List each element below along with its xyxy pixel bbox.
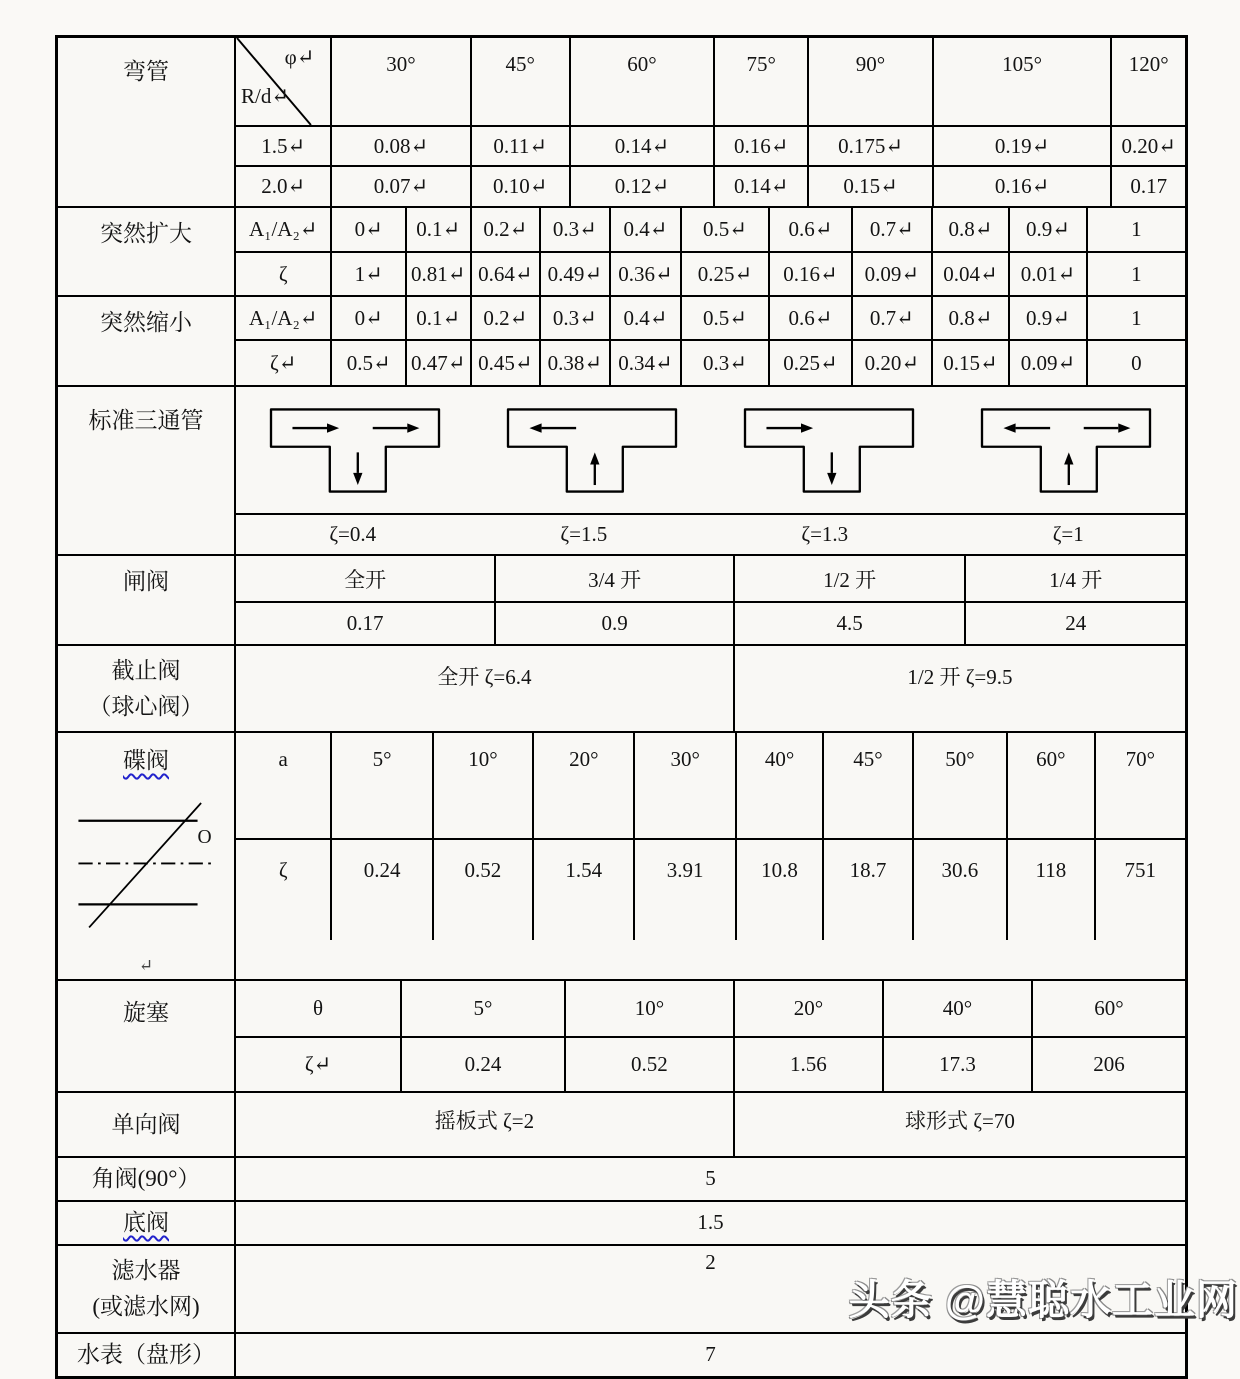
expansion-zeta-cell: 0.64↵ — [472, 253, 542, 295]
bend-value-cell: 0.12↵ — [571, 167, 715, 206]
local-resistance-table — [55, 35, 1188, 1379]
expansion-zeta-cell: 1 — [1131, 261, 1142, 286]
expansion-zeta-cell: 0.01↵ — [1010, 253, 1088, 295]
expansion-zeta-cell: 0.09↵ — [853, 253, 933, 295]
expansion-ratio-row — [236, 208, 1185, 253]
filter-label — [58, 1246, 236, 1332]
expansion-zeta-row — [236, 253, 1185, 295]
bend-value-cell: 0.175↵ — [809, 127, 933, 165]
bend-value-cell: 0.07↵ — [332, 167, 471, 206]
contraction-ratio-cell: 1 — [1131, 305, 1142, 330]
angle-valve-label — [58, 1158, 236, 1200]
contraction-ratio-cell: 0.5↵ — [682, 297, 769, 339]
expansion-ratio-cell: 0.1↵ — [407, 208, 472, 251]
expansion-zeta-cell: 0.25↵ — [682, 253, 769, 295]
gate-value-cell: 24 — [1065, 611, 1087, 635]
meter-value: 7 — [705, 1342, 716, 1367]
contraction-ratio-cell: 0.9↵ — [1010, 297, 1088, 339]
tee-zeta-cell: ζ=1.3 — [801, 522, 849, 546]
plug-angle-row — [236, 981, 1185, 1038]
section-bend — [58, 38, 1185, 208]
section-expansion — [58, 208, 1185, 297]
bend-value-cell: 0.20↵ — [1121, 133, 1176, 158]
butterfly-zeta-cell: 0.24 — [332, 840, 433, 940]
bend-value-cell: 0.08↵ — [332, 127, 471, 165]
bend-angle-cell: 105° — [934, 38, 1113, 125]
gate-opening-cell: 1/2 开 — [735, 556, 967, 601]
butterfly-angle-cell: 45° — [824, 733, 913, 838]
gate-opening-cell: 1/4 开 — [1049, 567, 1103, 592]
gate-value-cell: 4.5 — [735, 603, 967, 644]
globe-value-row — [236, 646, 1185, 731]
expansion-ratio-head: A₁/A₂↵ — [236, 208, 332, 251]
bend-header-row — [236, 38, 1185, 127]
expansion-ratio-cell: 0.6↵ — [770, 208, 853, 251]
butterfly-label — [58, 733, 236, 979]
section-globe — [58, 646, 1185, 733]
check-label — [58, 1093, 236, 1156]
bend-value-cell: 0.15↵ — [809, 167, 933, 206]
butterfly-zeta-row — [236, 840, 1185, 940]
expansion-zeta-head: ζ — [236, 253, 332, 295]
butterfly-zeta-cell: 18.7 — [824, 840, 913, 940]
expansion-ratio-cell: 0.4↵ — [611, 208, 683, 251]
gate-value-cell: 0.17 — [236, 603, 496, 644]
gate-label-text: 闸阀 — [123, 569, 169, 594]
filter-label-line2: (或滤水网) — [92, 1293, 200, 1319]
expansion-ratio-cell: 0↵ — [332, 208, 407, 251]
section-butterfly — [58, 733, 1185, 981]
contraction-label-text: 突然缩小 — [100, 310, 192, 335]
butterfly-zeta-cell: 30.6 — [914, 840, 1008, 940]
butterfly-angle-cell: 40° — [737, 733, 824, 838]
globe-value-cell: 1/2 开 ζ=9.5 — [907, 665, 1013, 689]
bend-angle-cell: 120° — [1128, 52, 1169, 76]
plug-zeta-cell: 0.52 — [566, 1038, 735, 1091]
watermark: 头条 @慧聪水工业网 — [848, 1277, 1238, 1323]
check-label-text: 单向阀 — [111, 1111, 181, 1137]
expansion-ratio-cell: 0.3↵ — [541, 208, 611, 251]
contraction-ratio-cell: 0.1↵ — [407, 297, 472, 339]
bend-row-2 — [236, 167, 1185, 206]
plug-zeta-cell: 17.3 — [884, 1038, 1033, 1091]
plug-zeta-cell: 1.56 — [735, 1038, 884, 1091]
contraction-ratio-cell: 0.7↵ — [853, 297, 933, 339]
expansion-ratio-cell: 0.7↵ — [853, 208, 933, 251]
contraction-zeta-cell: 0.38↵ — [541, 341, 611, 385]
contraction-zeta-row — [236, 341, 1185, 385]
globe-label-line1: 截止阀 — [111, 657, 181, 683]
bend-value-cell: 0.14↵ — [571, 127, 715, 165]
contraction-zeta-head: ζ↵ — [236, 341, 332, 385]
contraction-zeta-cell: 0.45↵ — [472, 341, 542, 385]
bend-value-cell: 0.19↵ — [934, 127, 1113, 165]
bend-angle-cell: 90° — [809, 38, 933, 125]
expansion-zeta-cell: 1↵ — [332, 253, 407, 295]
plug-theta-head: θ — [236, 981, 402, 1036]
butterfly-zeta-cell: 10.8 — [737, 840, 824, 940]
butterfly-angle-cell: 60° — [1008, 733, 1095, 838]
filter-value: 2 — [705, 1249, 716, 1274]
butterfly-angle-cell: 30° — [635, 733, 736, 838]
expansion-zeta-cell: 0.04↵ — [933, 253, 1011, 295]
butterfly-angle-cell: 5° — [332, 733, 433, 838]
section-check — [58, 1093, 1185, 1158]
contraction-ratio-cell: 0.3↵ — [541, 297, 611, 339]
plug-zeta-row — [236, 1038, 1185, 1091]
section-meter — [58, 1334, 1185, 1376]
gate-label — [58, 556, 236, 644]
contraction-zeta-cell: 0.5↵ — [332, 341, 407, 385]
butterfly-angle-cell: 70° — [1125, 747, 1155, 771]
section-plug — [58, 981, 1185, 1093]
bend-value-cell: 0.14↵ — [715, 167, 809, 206]
butterfly-zeta-cell: 751 — [1124, 858, 1157, 882]
tee-diagram-row — [236, 387, 1185, 515]
expansion-label-text: 突然扩大 — [100, 221, 192, 246]
bend-angle-cell: 45° — [472, 38, 571, 125]
butterfly-zeta-cell: 118 — [1008, 840, 1095, 940]
expansion-zeta-cell: 0.49↵ — [541, 253, 611, 295]
bend-corner-cell — [236, 38, 332, 125]
tee-diagram-2 — [494, 398, 690, 503]
butterfly-angle-row — [236, 733, 1185, 840]
contraction-zeta-cell: 0.25↵ — [770, 341, 853, 385]
tee-zeta-cell: ζ=0.4 — [329, 522, 377, 546]
contraction-label — [58, 297, 236, 385]
bend-label — [58, 38, 236, 206]
diagonal-divider — [236, 38, 330, 125]
expansion-label — [58, 208, 236, 295]
expansion-ratio-cell: 0.5↵ — [682, 208, 769, 251]
butterfly-diagram — [66, 787, 226, 939]
meter-label-text: 水表（盘形） — [77, 1342, 215, 1368]
bend-value-cell: 0.17 — [1130, 174, 1168, 198]
plug-angle-cell: 20° — [735, 981, 884, 1036]
expansion-zeta-cell: 0.16↵ — [770, 253, 853, 295]
bend-angle-cell: 30° — [332, 38, 471, 125]
expansion-zeta-cell: 0.36↵ — [611, 253, 683, 295]
gate-opening-row — [236, 556, 1185, 603]
foot-valve-value: 1.5 — [697, 1210, 724, 1235]
check-value-cell: 摇板式 ζ=2 — [236, 1093, 735, 1156]
gate-value-row — [236, 603, 1185, 644]
gate-value-cell: 0.9 — [496, 603, 735, 644]
expansion-ratio-cell: 0.9↵ — [1010, 208, 1088, 251]
contraction-zeta-cell: 0.34↵ — [611, 341, 683, 385]
butterfly-angle-cell: 20° — [534, 733, 635, 838]
check-value-row — [236, 1093, 1185, 1156]
contraction-ratio-head: A₁/A₂↵ — [236, 297, 332, 339]
plug-label-text: 旋塞 — [123, 999, 169, 1025]
globe-label — [58, 646, 236, 731]
bend-corner-phi: φ↵ — [284, 45, 315, 69]
tee-label — [58, 387, 236, 554]
tee-label-text: 标准三通管 — [88, 408, 204, 433]
contraction-zeta-cell: 0.20↵ — [853, 341, 933, 385]
bend-value-cell: 0.11↵ — [472, 127, 571, 165]
bend-label-text: 弯管 — [123, 59, 169, 84]
contraction-zeta-cell: 0.09↵ — [1010, 341, 1088, 385]
butterfly-zeta-head: ζ — [236, 840, 332, 940]
bend-angle-cell: 75° — [715, 38, 809, 125]
bend-value-cell: 0.16↵ — [715, 127, 809, 165]
expansion-ratio-cell: 0.8↵ — [933, 208, 1011, 251]
butterfly-angle-head: a — [236, 733, 332, 838]
tee-zeta-cell: ζ=1 — [1052, 522, 1084, 546]
bend-value-cell: 0.10↵ — [472, 167, 571, 206]
plug-angle-cell: 40° — [884, 981, 1033, 1036]
contraction-zeta-cell: 0 — [1131, 350, 1142, 375]
bend-row-1 — [236, 127, 1185, 167]
plug-angle-cell: 5° — [402, 981, 566, 1036]
bend-rd-cell: 1.5↵ — [236, 127, 332, 165]
tee-zeta-row — [236, 515, 1185, 554]
butterfly-label-text: 碟阀 — [123, 748, 169, 773]
contraction-ratio-cell: 0.8↵ — [933, 297, 1011, 339]
butterfly-angle-cell: 50° — [914, 733, 1008, 838]
meter-label — [58, 1334, 236, 1376]
gate-opening-cell: 全开 — [236, 556, 496, 601]
contraction-ratio-cell: 0.2↵ — [472, 297, 542, 339]
check-value-cell: 球形式 ζ=70 — [905, 1108, 1015, 1133]
section-angle-valve — [58, 1158, 1185, 1202]
foot-valve-label — [58, 1202, 236, 1244]
section-gate — [58, 556, 1185, 646]
expansion-ratio-cell: 0.2↵ — [472, 208, 542, 251]
butterfly-zeta-cell: 3.91 — [635, 840, 736, 940]
section-tee — [58, 387, 1185, 556]
expansion-ratio-cell: 1 — [1131, 217, 1142, 241]
bend-corner-rd: R/d↵ — [241, 84, 289, 108]
contraction-ratio-cell: 0.6↵ — [770, 297, 853, 339]
contraction-zeta-cell: 0.47↵ — [407, 341, 472, 385]
plug-zeta-cell: 0.24 — [402, 1038, 566, 1091]
butterfly-zeta-cell: 0.52 — [434, 840, 534, 940]
gate-opening-cell: 3/4 开 — [496, 556, 735, 601]
plug-zeta-head: ζ↵ — [236, 1038, 402, 1091]
contraction-ratio-cell: 0.4↵ — [611, 297, 683, 339]
bend-rd-cell: 2.0↵ — [236, 167, 332, 206]
tee-zeta-cell: ζ=1.5 — [560, 522, 608, 546]
plug-angle-cell: 10° — [566, 981, 735, 1036]
section-foot-valve — [58, 1202, 1185, 1246]
plug-zeta-cell: 206 — [1093, 1051, 1125, 1076]
angle-valve-label-text: 角阀(90°） — [91, 1166, 201, 1192]
foot-valve-label-text: 底阀 — [123, 1210, 169, 1236]
plug-angle-cell: 60° — [1094, 995, 1124, 1020]
tee-diagram-3 — [731, 398, 927, 503]
plug-label — [58, 981, 236, 1091]
contraction-ratio-row — [236, 297, 1185, 341]
globe-label-line2: （球心阀） — [88, 693, 204, 719]
filter-label-line1: 滤水器 — [111, 1258, 181, 1284]
contraction-zeta-cell: 0.15↵ — [933, 341, 1011, 385]
butterfly-diagram-label: O — [197, 826, 212, 848]
butterfly-angle-cell: 10° — [434, 733, 534, 838]
bend-value-cell: 0.16↵ — [934, 167, 1113, 206]
angle-valve-value: 5 — [705, 1166, 716, 1191]
contraction-zeta-cell: 0.3↵ — [682, 341, 769, 385]
tee-diagram-4 — [968, 398, 1164, 503]
section-contraction — [58, 297, 1185, 387]
contraction-ratio-cell: 0↵ — [332, 297, 407, 339]
butterfly-return-mark: ↵ — [138, 955, 154, 975]
expansion-zeta-cell: 0.81↵ — [407, 253, 472, 295]
tee-diagram-1 — [257, 398, 453, 503]
globe-value-cell: 全开 ζ=6.4 — [236, 646, 735, 731]
butterfly-zeta-cell: 1.54 — [534, 840, 635, 940]
bend-angle-cell: 60° — [571, 38, 715, 125]
